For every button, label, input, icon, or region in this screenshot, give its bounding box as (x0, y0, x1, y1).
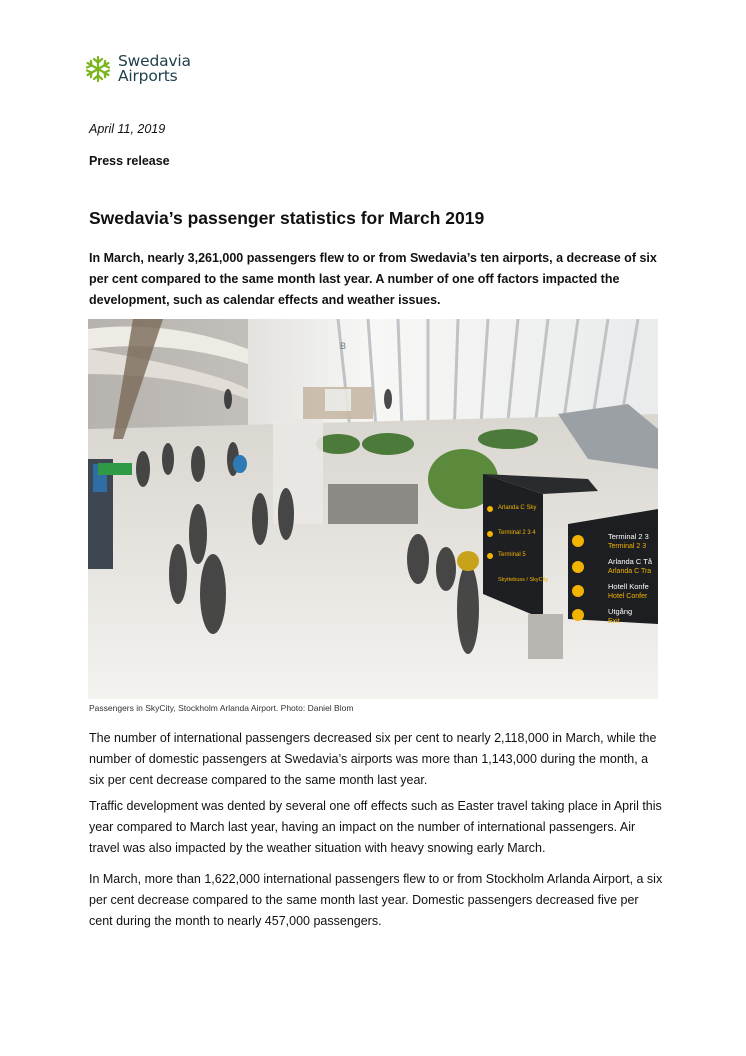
sign-text-terminal-234: Terminal 2 3 4 (498, 530, 536, 536)
logo-line-1: Swedavia (118, 52, 191, 70)
logo-line-2: Airports (118, 67, 178, 85)
body-paragraph-1: The number of international passengers decreased six per cent to nearly 2,118,000 in March, while the number of domestic passengers at Swedavia’s airports was more than 1,143,000 during the month, a six per cent decrease compared to the same month last year. (89, 731, 657, 787)
sign-text-terminal: Terminal 2 3 (608, 532, 649, 541)
document-type: Press release (89, 154, 170, 168)
sign-text-exit-en: Exit (608, 618, 620, 625)
sign-text-arlanda-c: Arlanda C Sky (498, 505, 537, 511)
wayfinding-sign-right (568, 509, 658, 625)
sign-text-terminal-en: Terminal 2 3 (608, 543, 647, 550)
photo-caption: Passengers in SkyCity, Stockholm Arlanda Airport. Photo: Daniel Blom (89, 703, 354, 713)
snowflake-icon (84, 55, 112, 83)
logo-wordmark (118, 54, 191, 84)
release-date: April 11, 2019 (89, 122, 166, 136)
airport-photo (88, 319, 658, 699)
sign-text-terminal-5: Terminal 5 (498, 552, 526, 558)
gate-letter-sign: B (340, 341, 347, 351)
sign-text-hotel: Hotell Konfe (608, 582, 649, 591)
body-paragraph-3: In March, more than 1,622,000 international passengers flew to or from Stockholm Arlanda Airport, a six per cent decrease compared to the same month last year. Domestic passengers decreased five per cent during the month to nearly 457,000 passengers. (89, 872, 663, 928)
sign-text-skycity: Skyttebuss / SkyCity (498, 577, 549, 583)
swedavia-logo (84, 54, 191, 84)
headline: Swedavia’s passenger statistics for March 2019 (89, 208, 485, 228)
body-paragraph-2: Traffic development was dented by several one off effects such as Easter travel taking place in April this year compared to March last year, having an impact on the number of international passengers. Air travel was also impacted by the weather situation with heavy snowing early March. (89, 799, 662, 855)
sign-text-arlanda-c-train-en: Arlanda C Tra (608, 568, 652, 575)
sign-text-arlanda-c-train: Arlanda C Tå (608, 557, 653, 566)
sign-text-hotel-en: Hotel Confer (608, 593, 648, 600)
skycity-hall-image (88, 319, 658, 699)
lead-paragraph: In March, nearly 3,261,000 passengers flew to or from Swedavia’s ten airports, a decrease of six per cent compared to the same month last year. A number of one off factors impacted the development, such as calendar effects and weather issues. (89, 251, 657, 307)
sign-text-exit: Utgång (608, 607, 633, 616)
